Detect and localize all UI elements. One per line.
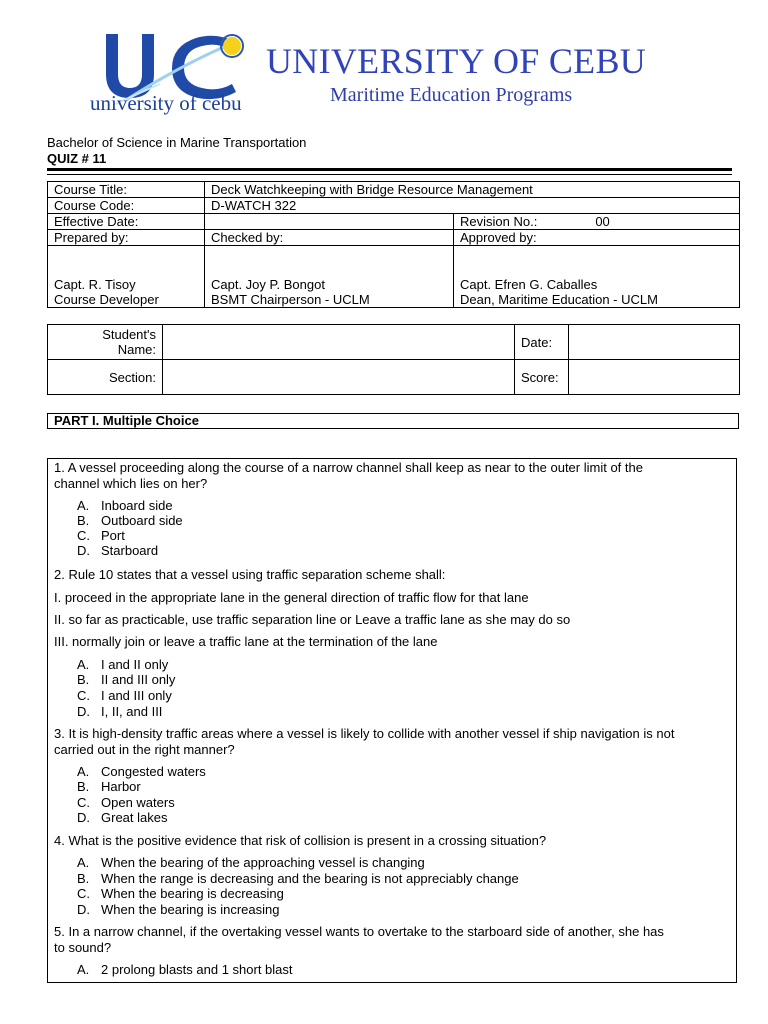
option-text: Starboard xyxy=(101,543,159,558)
logo-subtitle: university of cebu xyxy=(90,91,242,115)
course-title-label: Course Title: xyxy=(48,182,205,198)
q2-statement-1: I. proceed in the appropriate lane in the general direction of traffic flow for that lane xyxy=(54,590,529,605)
date-label: Date: xyxy=(515,325,569,360)
option-text: When the bearing is increasing xyxy=(101,902,280,917)
section-label: Section: xyxy=(48,360,163,395)
option-text: Inboard side xyxy=(101,498,173,513)
q3-option-a[interactable] xyxy=(77,764,206,779)
option-text: Harbor xyxy=(101,779,141,794)
option-letter: D. xyxy=(77,704,90,719)
option-letter: C. xyxy=(77,795,90,810)
q2-option-b[interactable] xyxy=(77,672,175,687)
q3-text-line2: carried out in the right manner? xyxy=(54,742,235,757)
q1-text-line2: channel which lies on her? xyxy=(54,476,208,491)
option-text: I and II only xyxy=(101,657,169,672)
questions-box xyxy=(47,458,737,983)
option-letter: A. xyxy=(77,855,90,870)
checked-by-label: Checked by: xyxy=(205,230,454,246)
student-info-table xyxy=(47,324,740,395)
option-text: Open waters xyxy=(101,795,175,810)
option-text: When the bearing is decreasing xyxy=(101,886,284,901)
degree-program: Bachelor of Science in Marine Transportation xyxy=(47,135,307,150)
q4-option-d[interactable] xyxy=(77,902,280,917)
q1-option-d[interactable] xyxy=(77,543,158,558)
divider-thin xyxy=(47,174,732,175)
q4-option-a[interactable] xyxy=(77,855,425,870)
q5-option-a[interactable] xyxy=(77,962,293,977)
q4-option-b[interactable] xyxy=(77,871,519,886)
option-text: II and III only xyxy=(101,672,176,687)
course-info-table xyxy=(47,181,740,308)
approved-name: Capt. Efren G. Caballes xyxy=(460,277,598,292)
q3-option-c[interactable] xyxy=(77,795,175,810)
option-letter: B. xyxy=(77,871,90,886)
option-letter: A. xyxy=(77,657,90,672)
q5-text-line2: to sound? xyxy=(54,940,112,955)
approved-by-label: Approved by: xyxy=(454,230,740,246)
course-code-value: D-WATCH 322 xyxy=(205,198,740,214)
score-label: Score: xyxy=(515,360,569,395)
q2-option-a[interactable] xyxy=(77,657,168,672)
section-field[interactable] xyxy=(163,360,515,395)
divider-thick xyxy=(47,168,732,171)
quiz-title: QUIZ # 11 xyxy=(47,151,107,166)
q1-text-line1: 1. A vessel proceeding along the course of a narrow channel shall keep as near to the outer limit of the xyxy=(54,460,643,475)
option-text: Great lakes xyxy=(101,810,168,825)
option-letter: A. xyxy=(77,498,90,513)
student-name-label-line1: Student's xyxy=(102,327,156,342)
option-letter: B. xyxy=(77,672,90,687)
revision-cell xyxy=(454,214,740,230)
revision-value: 00 xyxy=(595,214,610,229)
q2-option-c[interactable] xyxy=(77,688,172,703)
q1-option-a[interactable] xyxy=(77,498,173,513)
document-header xyxy=(0,0,768,125)
q2-statement-3: III. normally join or leave a traffic lane at the termination of the lane xyxy=(54,634,438,649)
course-code-label: Course Code: xyxy=(48,198,205,214)
option-letter: B. xyxy=(77,779,90,794)
q4-text: 4. What is the positive evidence that risk of collision is present in a crossing situation? xyxy=(54,833,547,848)
q2-text: 2. Rule 10 states that a vessel using traffic separation scheme shall: xyxy=(54,567,446,582)
effective-date-label: Effective Date: xyxy=(48,214,205,230)
option-letter: A. xyxy=(77,764,90,779)
checked-role: BSMT Chairperson - UCLM xyxy=(211,292,370,307)
option-letter: C. xyxy=(77,886,90,901)
date-field[interactable] xyxy=(569,325,740,360)
prepared-by-signature xyxy=(48,246,205,308)
option-letter: D. xyxy=(77,902,90,917)
checked-by-signature xyxy=(205,246,454,308)
prepared-name: Capt. R. Tisoy xyxy=(54,277,136,292)
option-letter: B. xyxy=(77,513,90,528)
university-title: UNIVERSITY OF CEBU xyxy=(266,41,647,81)
option-letter: D. xyxy=(77,810,90,825)
option-text: Congested waters xyxy=(101,764,206,779)
q4-option-c[interactable] xyxy=(77,886,284,901)
q3-text-line1: 3. It is high-density traffic areas where a vessel is likely to collide with another vessel if ship navigation is not xyxy=(54,726,675,741)
option-letter: A. xyxy=(77,962,90,977)
approved-by-signature xyxy=(454,246,740,308)
option-text: Port xyxy=(101,528,125,543)
q3-option-d[interactable] xyxy=(77,810,167,825)
q5-text-line1: 5. In a narrow channel, if the overtaking vessel wants to overtake to the starboard side of another, she has xyxy=(54,924,664,939)
part-heading: PART I. Multiple Choice xyxy=(47,413,739,429)
option-letter: D. xyxy=(77,543,90,558)
program-subtitle: Maritime Education Programs xyxy=(330,84,573,106)
option-text: I, II, and III xyxy=(101,704,163,719)
student-name-field[interactable] xyxy=(163,325,515,360)
q1-option-c[interactable] xyxy=(77,528,125,543)
student-name-label-line2: Name: xyxy=(117,342,156,357)
approved-role: Dean, Maritime Education - UCLM xyxy=(460,292,658,307)
q1-option-b[interactable] xyxy=(77,513,183,528)
option-text: When the range is decreasing and the bearing is not appreciably change xyxy=(101,871,519,886)
effective-date-value xyxy=(205,214,454,230)
option-text: 2 prolong blasts and 1 short blast xyxy=(101,962,293,977)
option-text: I and III only xyxy=(101,688,172,703)
revision-label: Revision No.: xyxy=(460,214,538,229)
student-name-label xyxy=(48,325,163,360)
option-letter: C. xyxy=(77,688,90,703)
course-title-value: Deck Watchkeeping with Bridge Resource Management xyxy=(205,182,740,198)
q3-option-b[interactable] xyxy=(77,779,141,794)
option-text: Outboard side xyxy=(101,513,183,528)
q2-statement-2: II. so far as practicable, use traffic separation line or Leave a traffic lane as she may do so xyxy=(54,612,571,627)
option-text: When the bearing of the approaching vessel is changing xyxy=(101,855,425,870)
checked-name: Capt. Joy P. Bongot xyxy=(211,277,325,292)
q2-option-d[interactable] xyxy=(77,704,162,719)
prepared-role: Course Developer xyxy=(54,292,159,307)
prepared-by-label: Prepared by: xyxy=(48,230,205,246)
score-field[interactable] xyxy=(569,360,740,395)
option-letter: C. xyxy=(77,528,90,543)
